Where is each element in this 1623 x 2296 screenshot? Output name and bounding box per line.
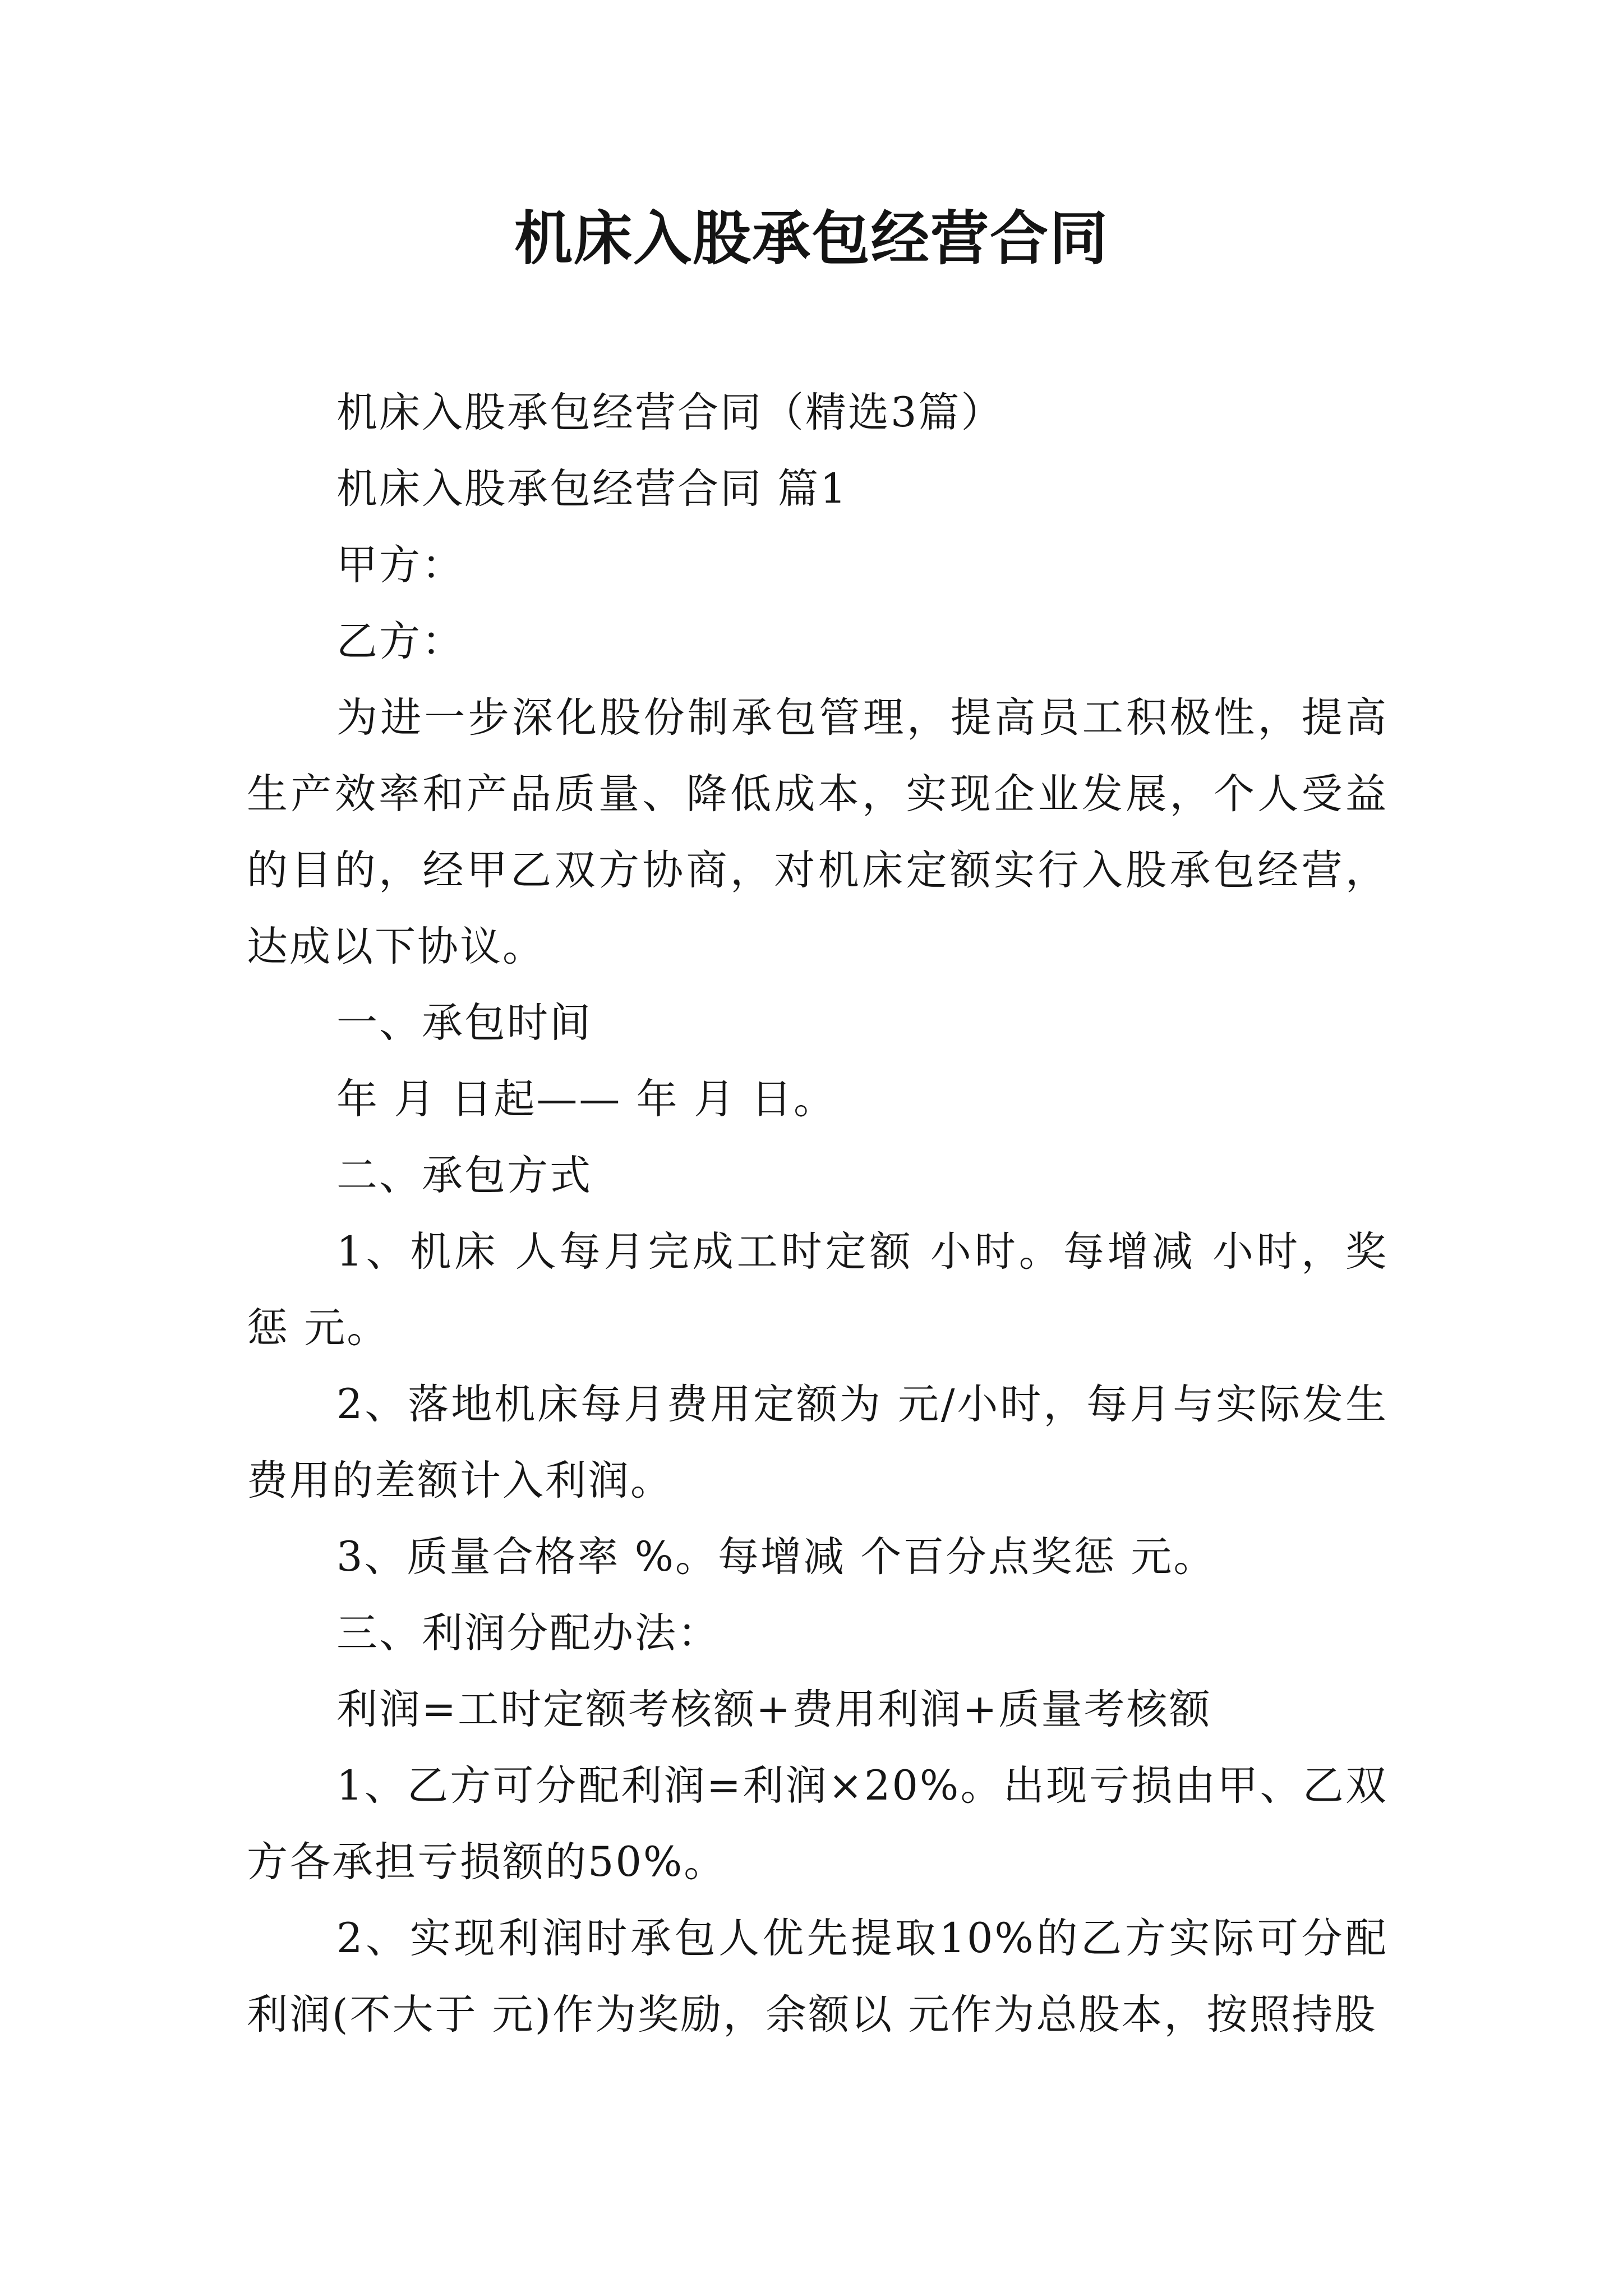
paragraph-section-heading: 机床入股承包经营合同 篇1 bbox=[336, 465, 848, 513]
paragraph-method-2: 2、落地机床每月费用定额为 元/小时，每月与实际发生费用的差额计入利润。 bbox=[247, 1381, 1388, 1504]
paragraph-party-a: 甲方： bbox=[336, 541, 464, 589]
paragraph-subtitle: 机床入股承包经营合同（精选3篇） bbox=[336, 389, 1004, 436]
paragraph-profit-formula: 利润=工时定额考核额+费用利润+质量考核额 bbox=[336, 1686, 1212, 1733]
document-body bbox=[247, 375, 1388, 2053]
paragraph-preamble: 为进一步深化股份制承包管理，提高员工积极性，提高生产效率和产品质量、降低成本，实现企业发展，个人受益的目的，经甲乙双方协商，对机床定额实行入股承包经营，达成以下协议。 bbox=[247, 694, 1388, 970]
paragraph-profit-1: 1、乙方可分配利润=利润×20%。出现亏损由甲、乙双方各承担亏损额的50%。 bbox=[247, 1762, 1388, 1886]
paragraph-method-1: 1、机床 人每月完成工时定额 小时。每增减 小时，奖惩 元。 bbox=[247, 1228, 1388, 1352]
paragraph-heading-method: 二、承包方式 bbox=[336, 1152, 592, 1199]
document-title: 机床入股承包经营合同 bbox=[514, 204, 1109, 273]
paragraph-heading-term: 一、承包时间 bbox=[336, 999, 592, 1047]
paragraph-party-b: 乙方： bbox=[336, 618, 464, 665]
paragraph-method-3: 3、质量合格率 %。每增减 个百分点奖惩 元。 bbox=[336, 1533, 1216, 1581]
paragraph-term-dates: 年 月 日起—— 年 月 日。 bbox=[336, 1075, 837, 1123]
paragraph-profit-2: 2、实现利润时承包人优先提取10%的乙方实际可分配利润(不大于 元)作为奖励，余额以 元作为总股本，按照持股 bbox=[247, 1915, 1388, 2039]
paragraph-heading-profit: 三、利润分配办法： bbox=[336, 1609, 720, 1657]
